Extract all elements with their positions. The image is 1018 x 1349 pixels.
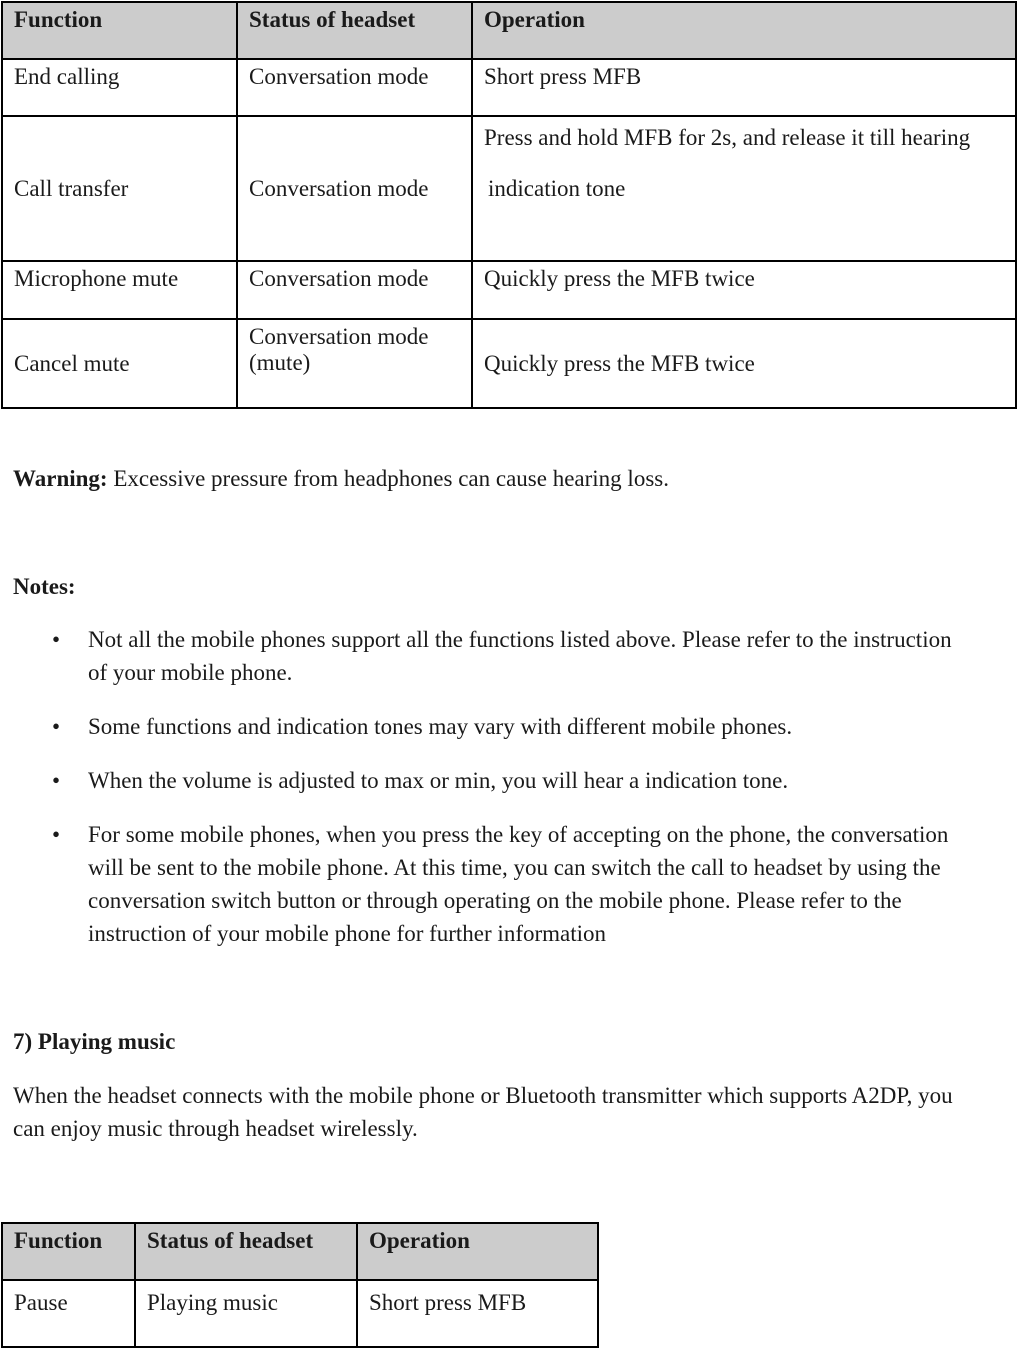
list-item: [0, 818, 960, 950]
music-functions-table: [1, 1222, 599, 1348]
cell-status: Conversation mode: [237, 59, 472, 116]
cell-status: Conversation mode (mute): [237, 319, 472, 408]
header-operation: Operation: [357, 1223, 598, 1280]
cell-function: Cancel mute: [2, 319, 237, 408]
header-function: Function: [2, 2, 237, 59]
table-row: [2, 261, 1016, 319]
header-status: Status of headset: [237, 2, 472, 59]
bullet-icon: •: [52, 768, 61, 793]
section-title: 7) Playing music: [13, 1029, 176, 1054]
table-row: [2, 59, 1016, 116]
cell-operation: Quickly press the MFB twice: [472, 319, 1016, 408]
cell-function: End calling: [2, 59, 237, 116]
call-functions-table: [1, 1, 1017, 409]
header-status: Status of headset: [135, 1223, 357, 1280]
warning-label: Warning:: [13, 466, 108, 491]
cell-operation: Short press MFB: [472, 59, 1016, 116]
cell-operation: Quickly press the MFB twice: [472, 261, 1016, 319]
notes-title: Notes:: [13, 574, 76, 599]
table-row: [2, 319, 1016, 408]
bullet-icon: •: [52, 627, 61, 652]
cell-function: Pause: [2, 1280, 135, 1347]
operation-line-1: Press and hold MFB for 2s, and release it till hearing: [484, 125, 971, 150]
header-operation: Operation: [472, 2, 1016, 59]
table-row: [2, 116, 1016, 261]
table-header-row: [2, 2, 1016, 59]
list-item: [0, 764, 960, 797]
warning-text: Excessive pressure from headphones can cause hearing loss.: [107, 466, 669, 491]
table-header-row: [2, 1223, 598, 1280]
cell-status: Conversation mode: [237, 116, 472, 261]
bullet-icon: •: [52, 822, 61, 847]
cell-function: Call transfer: [2, 116, 237, 261]
section-paragraph: When the headset connects with the mobile phone or Bluetooth transmitter which supports A2DP, you can enjoy music through headset wirelessly.: [13, 1083, 953, 1141]
warning-paragraph: [13, 462, 669, 495]
note-text: Not all the mobile phones support all the functions listed above. Please refer to the instruction of your mobile phone.: [88, 627, 952, 685]
notes-list: [0, 623, 960, 971]
cell-status: Conversation mode: [237, 261, 472, 319]
note-text: When the volume is adjusted to max or min, you will hear a indication tone.: [88, 768, 789, 793]
list-item: [0, 710, 960, 743]
cell-function: Microphone mute: [2, 261, 237, 319]
list-item: [0, 623, 960, 689]
operation-line-2: indication tone: [488, 176, 626, 201]
cell-operation: [472, 116, 1016, 261]
bullet-icon: •: [52, 714, 61, 739]
table-row: [2, 1280, 598, 1347]
note-text: For some mobile phones, when you press the key of accepting on the phone, the conversation will be sent to the mobile phone. At this time, you can switch the call to headset by using the conversation switch button or through operating on the mobile phone. Please refer to the instruction of your mobile phone for further information: [88, 822, 949, 946]
header-function: Function: [2, 1223, 135, 1280]
cell-status: Playing music: [135, 1280, 357, 1347]
cell-operation: Short press MFB: [357, 1280, 598, 1347]
note-text: Some functions and indication tones may vary with different mobile phones.: [88, 714, 793, 739]
